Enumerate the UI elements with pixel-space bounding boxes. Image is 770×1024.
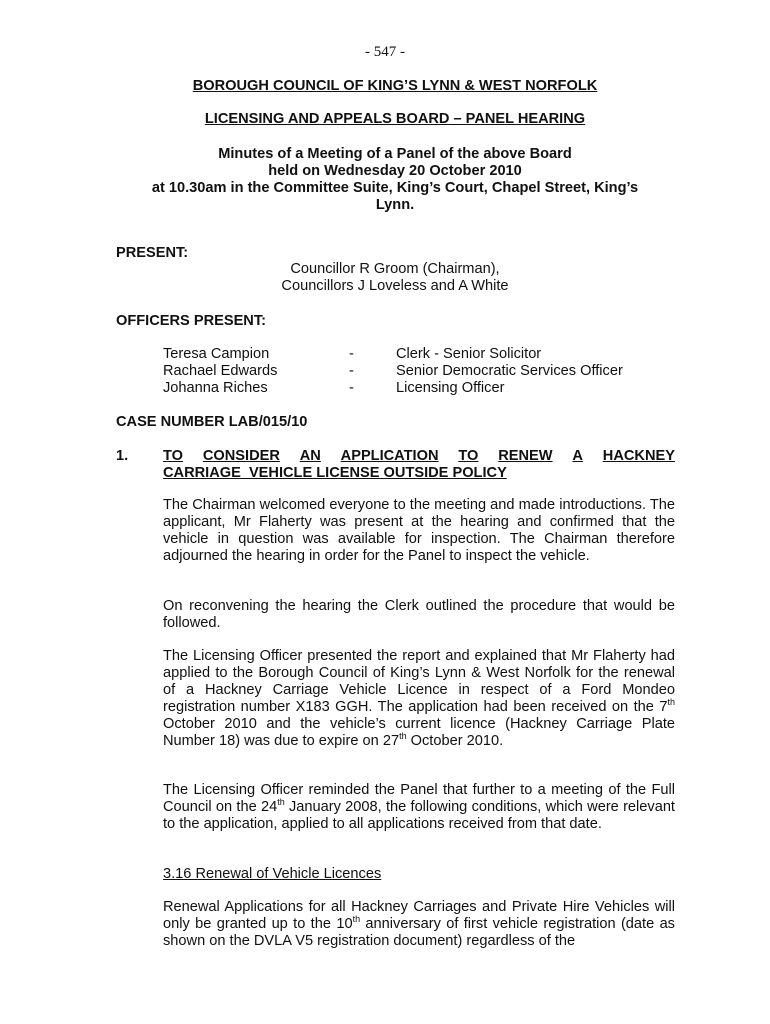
minutes-line: Minutes of a Meeting of a Panel of the above Board <box>218 146 572 162</box>
council-title: BOROUGH COUNCIL OF KING’S LYNN & WEST NORFOLK <box>192 78 598 94</box>
present-line: Councillors J Loveless and A White <box>281 278 509 294</box>
title-word: CONSIDER <box>202 448 280 464</box>
officer-dash: - <box>349 346 354 362</box>
title-word: APPLICATION <box>340 448 439 464</box>
officer-name: Rachael Edwards <box>163 363 278 379</box>
paragraph: Renewal Applications for all Hackney Carriages and Private Hire Vehicles will only be granted up to the 10th anniversary of first vehicle registration (date as shown on the DVLA V5 registration document) regardless of the <box>163 899 675 949</box>
officer-role: Licensing Officer <box>396 380 505 396</box>
board-title: LICENSING AND APPEALS BOARD – PANEL HEARING <box>204 111 586 127</box>
title-word: A <box>572 448 583 464</box>
officer-dash: - <box>349 380 354 396</box>
officers-label: OFFICERS PRESENT: <box>116 313 267 329</box>
item-number: 1. <box>116 448 129 464</box>
minutes-line: Lynn. <box>375 197 415 213</box>
officer-dash: - <box>349 363 354 379</box>
page-number: - 547 - <box>365 44 405 60</box>
paragraph: On reconvening the hearing the Clerk outlined the procedure that would be followed. <box>163 598 675 631</box>
title-word: HACKNEY <box>602 448 675 464</box>
officer-name: Johanna Riches <box>163 380 268 396</box>
meeting-details <box>100 146 690 214</box>
title-word: TO <box>163 448 184 464</box>
item-title <box>163 448 675 482</box>
paragraph: The Chairman welcomed everyone to the meeting and made introductions. The applicant, Mr Flaherty was present at the hearing and confirmed that the vehicle in question was available for inspection. The Chairman therefore adjourned the hearing in order for the Panel to inspect the vehicle. <box>163 497 675 564</box>
item-title-line: CARRIAGE VEHICLE LICENSE OUTSIDE POLICY <box>163 465 507 481</box>
title-word: RENEW <box>498 448 553 464</box>
minutes-line: held on Wednesday 20 October 2010 <box>268 163 522 179</box>
title-word: AN <box>299 448 321 464</box>
minutes-line: at 10.30am in the Committee Suite, King’s Court, Chapel Street, King’s <box>151 180 639 196</box>
item-title-line <box>163 448 675 465</box>
present-label: PRESENT: <box>116 245 189 261</box>
paragraph: The Licensing Officer presented the report and explained that Mr Flaherty had applied to the Borough Council of King’s Lynn & West Norfolk for the renewal of a Hackney Carriage Vehicle Licence in respect of a Ford Mondeo registration number X183 GGH. The application had been received on the 7th October 2010 and the vehicle’s current licence (Hackney Carriage Plate Number 18) was due to expire on 27th October 2010. <box>163 648 675 749</box>
officer-role: Clerk - Senior Solicitor <box>396 346 542 362</box>
officer-name: Teresa Campion <box>163 346 270 362</box>
present-line: Councillor R Groom (Chairman), <box>290 261 500 277</box>
title-word: TO <box>458 448 479 464</box>
case-number: CASE NUMBER LAB/015/10 <box>116 414 308 430</box>
present-list <box>200 261 590 295</box>
officer-role: Senior Democratic Services Officer <box>396 363 623 379</box>
paragraph: The Licensing Officer reminded the Panel that further to a meeting of the Full Council on the 24th January 2008, the following conditions, which were relevant to the application, applied to all applications received from that date. <box>163 782 675 832</box>
subheading: 3.16 Renewal of Vehicle Licences <box>163 866 382 882</box>
